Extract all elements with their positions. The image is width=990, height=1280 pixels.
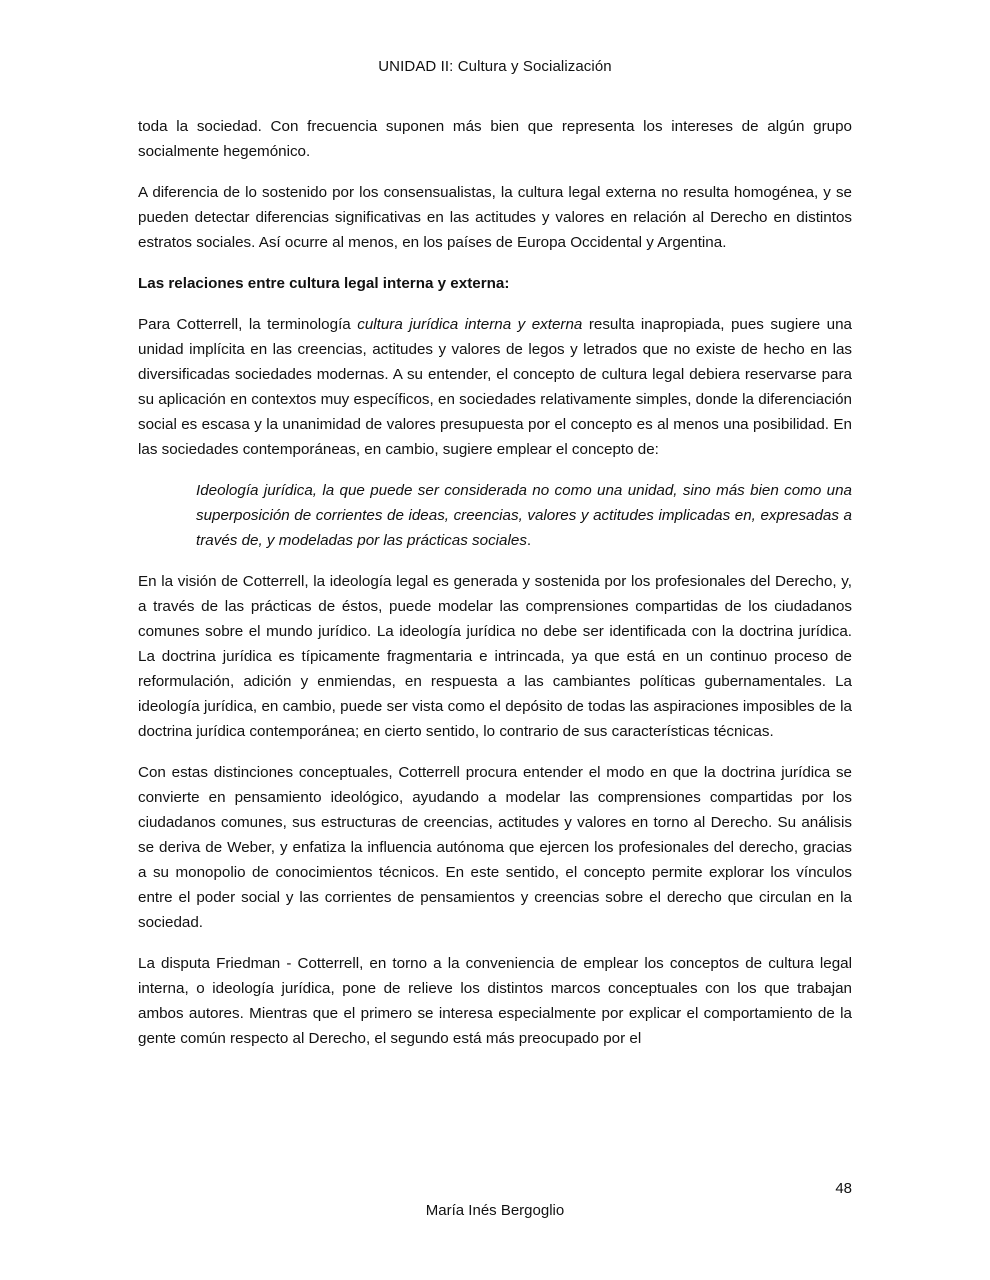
paragraph-2: A diferencia de lo sostenido por los consensualistas, la cultura legal externa no resulta homogénea, y se pueden detectar diferencias significativas en las actitudes y valores en relación al Derecho en distintos estratos sociales. Así ocurre al menos, en los países de Europa Occidental y Argentina. xyxy=(138,184,852,251)
page-header-title: UNIDAD II: Cultura y Socialización xyxy=(378,58,612,75)
block-quote-text: Ideología jurídica, la que puede ser considerada no como una unidad, sino más bien como una superposición de corrientes de ideas, creencias, valores y actitudes implicadas en, expresadas a través de, y modeladas por las prácticas sociales xyxy=(196,482,852,549)
paragraph-3-italic-term: cultura jurídica interna y externa xyxy=(357,316,583,333)
paragraph-3-intro: Para Cotterrell, la terminología xyxy=(138,316,358,333)
block-quote-period: . xyxy=(526,532,532,549)
paragraph-5: Con estas distinciones conceptuales, Cotterrell procura entender el modo en que la doctrina jurídica se convierte en pensamiento ideológico, ayudando a modelar las comprensiones compartidas por los ciudadanos comunes, sus estructuras de creencias, actitudes y valores en torno al Derecho. Su análisis se deriva de Weber, y enfatiza la influencia autónoma que ejercen los profesionales del derecho, gracias a su monopolio de conocimientos técnicos. En este sentido, el concepto permite explorar los vínculos entre el poder social y las corrientes de pensamientos y creencias sobre el derecho que circulan en la sociedad. xyxy=(138,764,852,931)
paragraph-4: En la visión de Cotterrell, la ideología legal es generada y sostenida por los profesionales del Derecho, y, a través de las prácticas de éstos, puede modelar las comprensiones compartidas de los ciudadanos comunes sobre el mundo jurídico. La ideología jurídica no debe ser identificada con la doctrina jurídica. La doctrina jurídica es típicamente fragmentaria e intrincada, ya que está en un continuo proceso de reformulación, adición y enmiendas, en respuesta a las cambiantes políticas gubernamentales. La ideología jurídica, en cambio, puede ser vista como el depósito de todas las aspiraciones imposibles de la doctrina jurídica contemporánea; en cierto sentido, lo contrario de sus características técnicas. xyxy=(138,573,852,740)
document-body xyxy=(138,114,852,1067)
page-number: 48 xyxy=(835,1180,852,1197)
block-quote xyxy=(196,478,852,553)
paragraph-1: toda la sociedad. Con frecuencia suponen más bien que representa los intereses de algún grupo socialmente hegemónico. xyxy=(138,118,852,160)
paragraph-3 xyxy=(138,312,852,462)
paragraph-6: La disputa Friedman - Cotterrell, en torno a la conveniencia de emplear los conceptos de cultura legal interna, o ideología jurídica, pone de relieve los distintos marcos conceptuales con los que trabajan ambos autores. Mientras que el primero se interesa especialmente por explicar el comportamiento de la gente común respecto al Derecho, el segundo está más preocupado por el xyxy=(138,955,852,1047)
section-heading: Las relaciones entre cultura legal interna y externa: xyxy=(138,275,510,292)
page-footer-author: María Inés Bergoglio xyxy=(425,1202,565,1219)
paragraph-3-rest: resulta inapropiada, pues sugiere una unidad implícita en las creencias, actitudes y valores de legos y letrados que no existe de hecho en las diversificadas sociedades modernas. A su entender, el concepto de cultura legal debiera reservarse para su aplicación en contextos muy específicos, en sociedades relativamente simples, donde la diferenciación social es escasa y la unanimidad de valores presupuesta por el concepto es al menos una posibilidad. En las sociedades contemporáneas, en cambio, sugiere emplear el concepto de: xyxy=(138,316,852,458)
